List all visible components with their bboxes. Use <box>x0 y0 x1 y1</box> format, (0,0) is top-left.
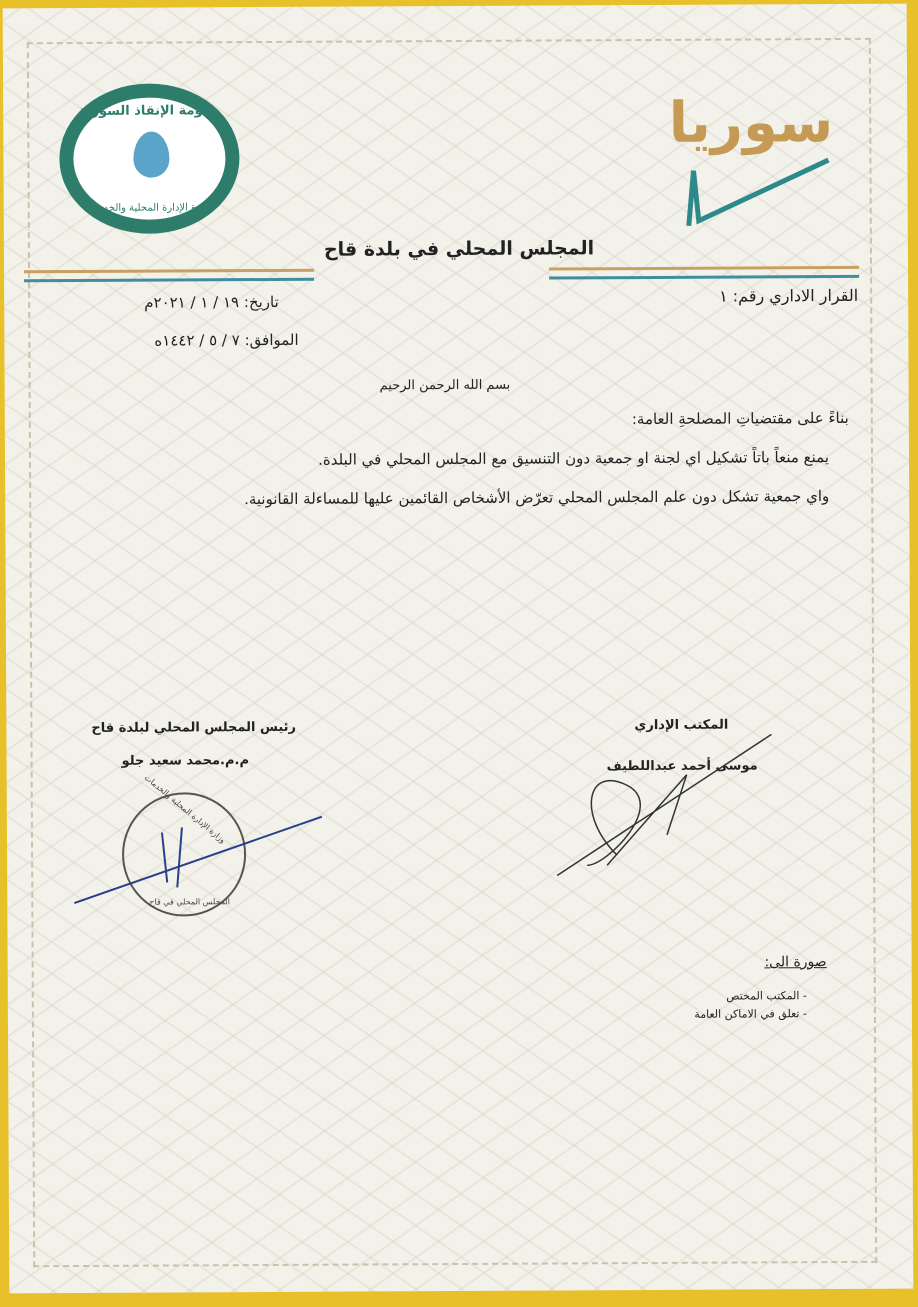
syria-logo <box>668 80 844 231</box>
copy-item-1: - المكتب المختص <box>726 989 807 1003</box>
copies-heading: صورة الى: <box>764 954 827 971</box>
government-logo <box>59 83 240 234</box>
logo-top-text: حكومة الإنقاذ السورية <box>78 103 220 119</box>
paragraph-1: يمنع منعاً باتاً تشكيل اي لجنة او جمعية دون التنسيق مع المجلس المحلي في البلدة. <box>318 448 830 469</box>
copy-item-2: - تعلق في الاماكن العامة <box>694 1007 807 1021</box>
admin-office-title: المكتب الإداري <box>634 717 729 734</box>
header-rule-right <box>549 266 859 280</box>
water-drop-icon <box>133 132 169 178</box>
document-page <box>3 4 914 1294</box>
stamp-bottom-text: المجلس المحلي في قاح <box>149 897 230 907</box>
admin-office-name: موسى أحمد عبداللطيف <box>606 758 758 775</box>
logo-bottom-text: وزارة الإدارة المحلية والخدمات <box>85 202 214 214</box>
stamp-top-text: وزارة الإدارة المحلية والخدمات <box>142 772 228 846</box>
hijri-date: الموافق: ٧ / ٥ / ١٤٤٢ه <box>154 330 299 350</box>
signature-right <box>546 724 787 885</box>
page-title: المجلس المحلي في بلدة قاح <box>323 237 595 261</box>
copy-item-label: المكتب المختص <box>726 989 800 1003</box>
council-head-title: رئيس المجلس المحلي لبلدة قاح <box>91 719 297 736</box>
copy-item-label: تعلق في الاماكن العامة <box>694 1007 800 1021</box>
paragraph-2: واي جمعية تشكل دون علم المجلس المحلي تعرّض الأشخاص القائمين عليها للمساءلة القانونية. <box>243 487 830 509</box>
syria-logo-text: سوريا <box>668 90 834 156</box>
signature-left <box>72 812 332 908</box>
logo-swoosh-icon <box>683 80 844 231</box>
intro-text: بناءً على مقتضياتِ المصلحةِ العامة: <box>631 408 849 429</box>
council-head-name: م.م.محمد سعيد جلو <box>121 753 250 769</box>
date: تاريخ: ١٩ / ١ / ٢٠٢١م <box>144 292 279 312</box>
basmala: بسم الله الرحمن الرحيم <box>379 377 511 394</box>
header-rule-left <box>24 269 314 283</box>
decision-number: القرار الاداري رقم: ١ <box>719 285 859 306</box>
